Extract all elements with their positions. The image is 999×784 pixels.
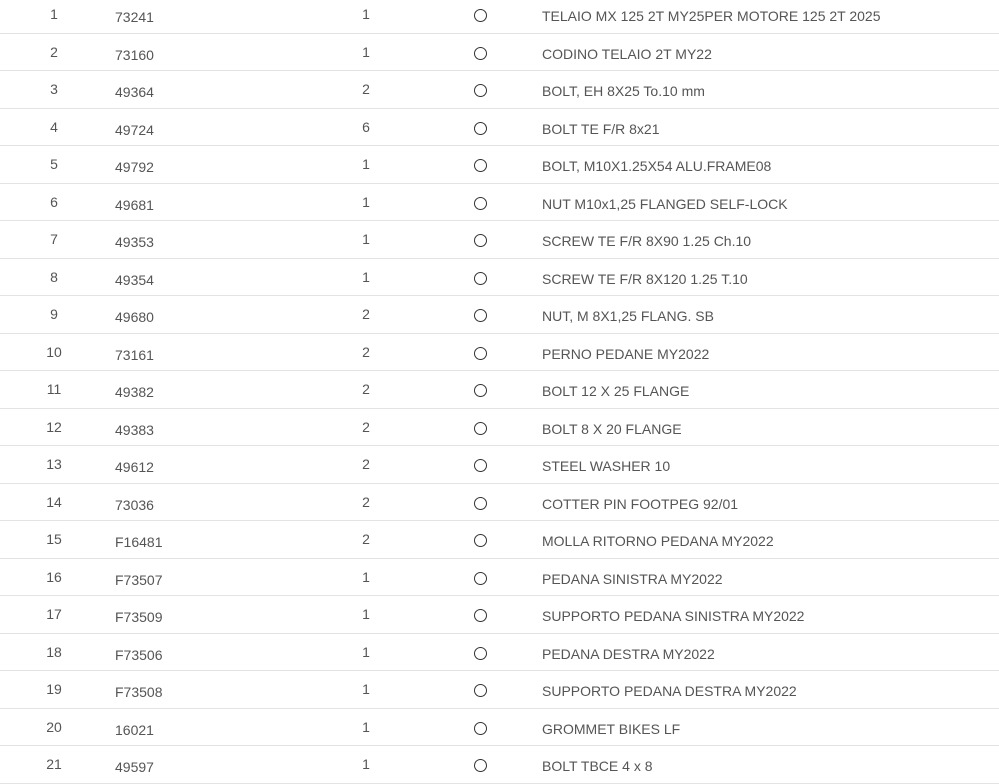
part-code: 49612: [115, 459, 154, 475]
position-number: 20: [46, 718, 62, 735]
part-description: BOLT TE F/R 8x21: [542, 120, 660, 137]
radio-circle-icon[interactable]: [474, 422, 487, 435]
radio-circle-icon[interactable]: [474, 309, 487, 322]
select-radio[interactable]: [474, 422, 487, 435]
quantity: 1: [362, 606, 370, 622]
table-row: [0, 521, 999, 559]
position-number: 1: [50, 6, 58, 22]
part-code: 73241: [115, 9, 154, 25]
quantity: 1: [362, 43, 370, 60]
select-radio[interactable]: [474, 234, 487, 247]
select-radio[interactable]: [474, 84, 487, 97]
position-number: 4: [50, 118, 58, 135]
part-code: F73509: [115, 609, 163, 625]
select-radio[interactable]: [474, 647, 487, 660]
position-number: 21: [46, 756, 62, 772]
position-number: 18: [46, 643, 62, 660]
table-row: [0, 446, 999, 484]
position-number: 19: [46, 681, 62, 697]
part-description: SCREW TE F/R 8X120 1.25 T.10: [542, 270, 748, 287]
position-number: 15: [46, 531, 62, 547]
part-code: 49364: [115, 84, 154, 100]
radio-circle-icon[interactable]: [474, 159, 487, 172]
position-number: 11: [46, 381, 62, 397]
part-code: 49353: [115, 234, 154, 250]
position-number: 12: [46, 418, 62, 435]
select-radio[interactable]: [474, 722, 487, 735]
select-radio[interactable]: [474, 272, 487, 285]
part-code: F73508: [115, 684, 163, 700]
part-code: 49383: [115, 421, 154, 438]
part-code: 73036: [115, 496, 154, 513]
part-code: 49680: [115, 309, 154, 325]
select-radio[interactable]: [474, 572, 487, 585]
position-number: 6: [50, 193, 58, 210]
table-row: [0, 746, 999, 784]
part-code: F73507: [115, 571, 163, 588]
select-radio[interactable]: [474, 609, 487, 622]
part-code: 49597: [115, 759, 154, 775]
part-description: PEDANA SINISTRA MY2022: [542, 570, 723, 587]
select-radio[interactable]: [474, 347, 487, 360]
part-description: SUPPORTO PEDANA DESTRA MY2022: [542, 683, 797, 699]
part-description: BOLT, EH 8X25 To.10 mm: [542, 83, 705, 99]
part-description: SCREW TE F/R 8X90 1.25 Ch.10: [542, 233, 752, 249]
position-number: 16: [46, 568, 62, 585]
table-row: [0, 34, 999, 72]
radio-circle-icon[interactable]: [474, 122, 487, 135]
radio-circle-icon[interactable]: [474, 572, 487, 585]
part-description: SUPPORTO PEDANA SINISTRA MY2022: [542, 608, 805, 624]
table-row: [0, 409, 999, 447]
position-number: 3: [50, 81, 58, 97]
quantity: 1: [362, 718, 370, 735]
radio-circle-icon[interactable]: [474, 684, 487, 697]
part-code: 73161: [115, 346, 154, 363]
radio-circle-icon[interactable]: [474, 609, 487, 622]
quantity: 2: [362, 531, 370, 547]
quantity: 6: [362, 118, 370, 135]
quantity: 2: [362, 456, 370, 472]
quantity: 1: [362, 681, 370, 697]
part-code: 49382: [115, 384, 154, 400]
quantity: 2: [362, 493, 370, 510]
part-code: 49681: [115, 196, 154, 213]
position-number: 10: [46, 343, 62, 360]
table-row: [0, 334, 999, 372]
table-row: [0, 559, 999, 597]
part-description: TELAIO MX 125 2T MY25PER MOTORE 125 2T 2025: [542, 8, 881, 24]
table-row: [0, 0, 999, 34]
part-description: PEDANA DESTRA MY2022: [542, 645, 715, 662]
part-description: BOLT 12 X 25 FLANGE: [542, 383, 690, 399]
quantity: 1: [362, 156, 370, 172]
radio-circle-icon[interactable]: [474, 234, 487, 247]
quantity: 2: [362, 381, 370, 397]
select-radio[interactable]: [474, 9, 487, 22]
select-radio[interactable]: [474, 197, 487, 210]
radio-circle-icon[interactable]: [474, 647, 487, 660]
select-radio[interactable]: [474, 684, 487, 697]
table-row: [0, 221, 999, 259]
radio-circle-icon[interactable]: [474, 384, 487, 397]
select-radio[interactable]: [474, 534, 487, 547]
part-code: 73160: [115, 46, 154, 63]
select-radio[interactable]: [474, 459, 487, 472]
select-radio[interactable]: [474, 159, 487, 172]
part-description: GROMMET BIKES LF: [542, 720, 681, 737]
part-description: BOLT TBCE 4 x 8: [542, 758, 653, 774]
quantity: 1: [362, 268, 370, 285]
table-row: [0, 109, 999, 147]
position-number: 5: [50, 156, 58, 172]
part-code: F16481: [115, 534, 163, 550]
quantity: 1: [362, 568, 370, 585]
position-number: 7: [50, 231, 58, 247]
table-row: [0, 709, 999, 747]
position-number: 9: [50, 306, 58, 322]
radio-circle-icon[interactable]: [474, 534, 487, 547]
table-row: [0, 296, 999, 334]
select-radio[interactable]: [474, 497, 487, 510]
select-radio[interactable]: [474, 759, 487, 772]
part-description: NUT M10x1,25 FLANGED SELF-LOCK: [542, 195, 788, 212]
table-row: [0, 71, 999, 109]
position-number: 8: [50, 268, 58, 285]
radio-circle-icon[interactable]: [474, 722, 487, 735]
part-code: 49724: [115, 121, 154, 138]
quantity: 2: [362, 306, 370, 322]
table-row: [0, 596, 999, 634]
table-row: [0, 484, 999, 522]
part-code: 16021: [115, 721, 154, 738]
quantity: 2: [362, 343, 370, 360]
quantity: 2: [362, 81, 370, 97]
part-description: PERNO PEDANE MY2022: [542, 345, 710, 362]
part-code: 49354: [115, 271, 154, 288]
select-radio[interactable]: [474, 309, 487, 322]
table-row: [0, 371, 999, 409]
radio-circle-icon[interactable]: [474, 347, 487, 360]
table-row: [0, 184, 999, 222]
part-description: CODINO TELAIO 2T MY22: [542, 45, 712, 62]
radio-circle-icon[interactable]: [474, 459, 487, 472]
quantity: 1: [362, 6, 370, 22]
position-number: 2: [50, 43, 58, 60]
radio-circle-icon[interactable]: [474, 272, 487, 285]
quantity: 2: [362, 418, 370, 435]
select-radio[interactable]: [474, 47, 487, 60]
part-description: STEEL WASHER 10: [542, 458, 671, 474]
part-code: F73506: [115, 646, 163, 663]
radio-circle-icon[interactable]: [474, 497, 487, 510]
table-row: [0, 146, 999, 184]
quantity: 1: [362, 231, 370, 247]
table-row: [0, 671, 999, 709]
radio-circle-icon[interactable]: [474, 759, 487, 772]
part-description: BOLT, M10X1.25X54 ALU.FRAME08: [542, 158, 772, 174]
radio-circle-icon[interactable]: [474, 47, 487, 60]
position-number: 14: [46, 493, 62, 510]
position-number: 17: [46, 606, 62, 622]
quantity: 1: [362, 643, 370, 660]
part-code: 49792: [115, 159, 154, 175]
quantity: 1: [362, 193, 370, 210]
part-description: NUT, M 8X1,25 FLANG. SB: [542, 308, 714, 324]
select-radio[interactable]: [474, 384, 487, 397]
position-number: 13: [46, 456, 62, 472]
table-row: [0, 259, 999, 297]
part-description: BOLT 8 X 20 FLANGE: [542, 420, 682, 437]
part-description: COTTER PIN FOOTPEG 92/01: [542, 495, 739, 512]
radio-circle-icon[interactable]: [474, 9, 487, 22]
select-radio[interactable]: [474, 122, 487, 135]
radio-circle-icon[interactable]: [474, 84, 487, 97]
quantity: 1: [362, 756, 370, 772]
table-row: [0, 634, 999, 672]
part-description: MOLLA RITORNO PEDANA MY2022: [542, 533, 774, 549]
radio-circle-icon[interactable]: [474, 197, 487, 210]
